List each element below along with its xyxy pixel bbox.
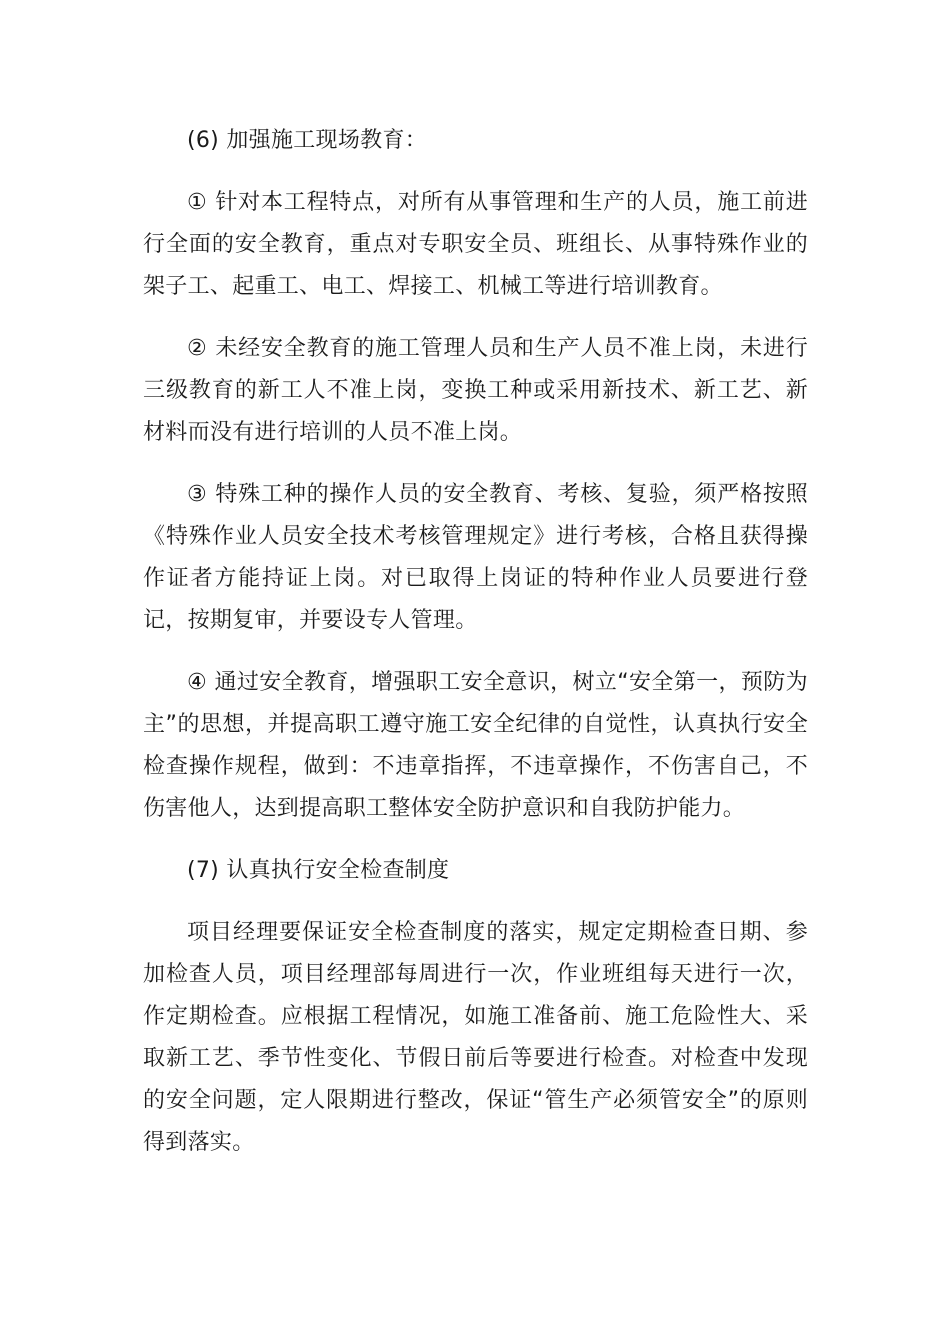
paragraph-item-1: ① 针对本工程特点，对所有从事管理和生产的人员，施工前进行全面的安全教育，重点对专职安全员、班组长、从事特殊作业的架子工、起重工、电工、焊接工、机械工等进行培训教育。 — [143, 190, 808, 299]
document-body — [143, 120, 808, 1184]
paragraph-item-4: ④ 通过安全教育，增强职工安全意识，树立“安全第一，预防为主”的思想，并提高职工遵守施工安全纪律的自觉性，认真执行安全检查操作规程，做到：不违章指挥，不违章操作，不伤害自己，不伤害他人，达到提高职工整体安全防护意识和自我防护能力。 — [143, 670, 808, 821]
paragraph-item-2: ② 未经安全教育的施工管理人员和生产人员不准上岗，未进行三级教育的新工人不准上岗，变换工种或采用新技术、新工艺、新材料而没有进行培训的人员不准上岗。 — [143, 336, 808, 445]
paragraph-safety-inspection: 项目经理要保证安全检查制度的落实，规定定期检查日期、参加检查人员，项目经理部每周进行一次，作业班组每天进行一次，作定期检查。应根据工程情况，如施工准备前、施工危险性大、采取新工艺、季节性变化、节假日前后等要进行检查。对检查中发现的安全问题，定人限期进行整改，保证“管生产必须管安全”的原则得到落实。 — [143, 920, 808, 1155]
section-heading-7: (7) 认真执行安全检查制度 — [187, 858, 450, 883]
paragraph-item-3: ③ 特殊工种的操作人员的安全教育、考核、复验，须严格按照《特殊作业人员安全技术考核管理规定》进行考核，合格且获得操作证者方能持证上岗。对已取得上岗证的特种作业人员要进行登记，按期复审，并要设专人管理。 — [143, 482, 808, 633]
section-heading-6: (6) 加强施工现场教育： — [187, 128, 428, 153]
